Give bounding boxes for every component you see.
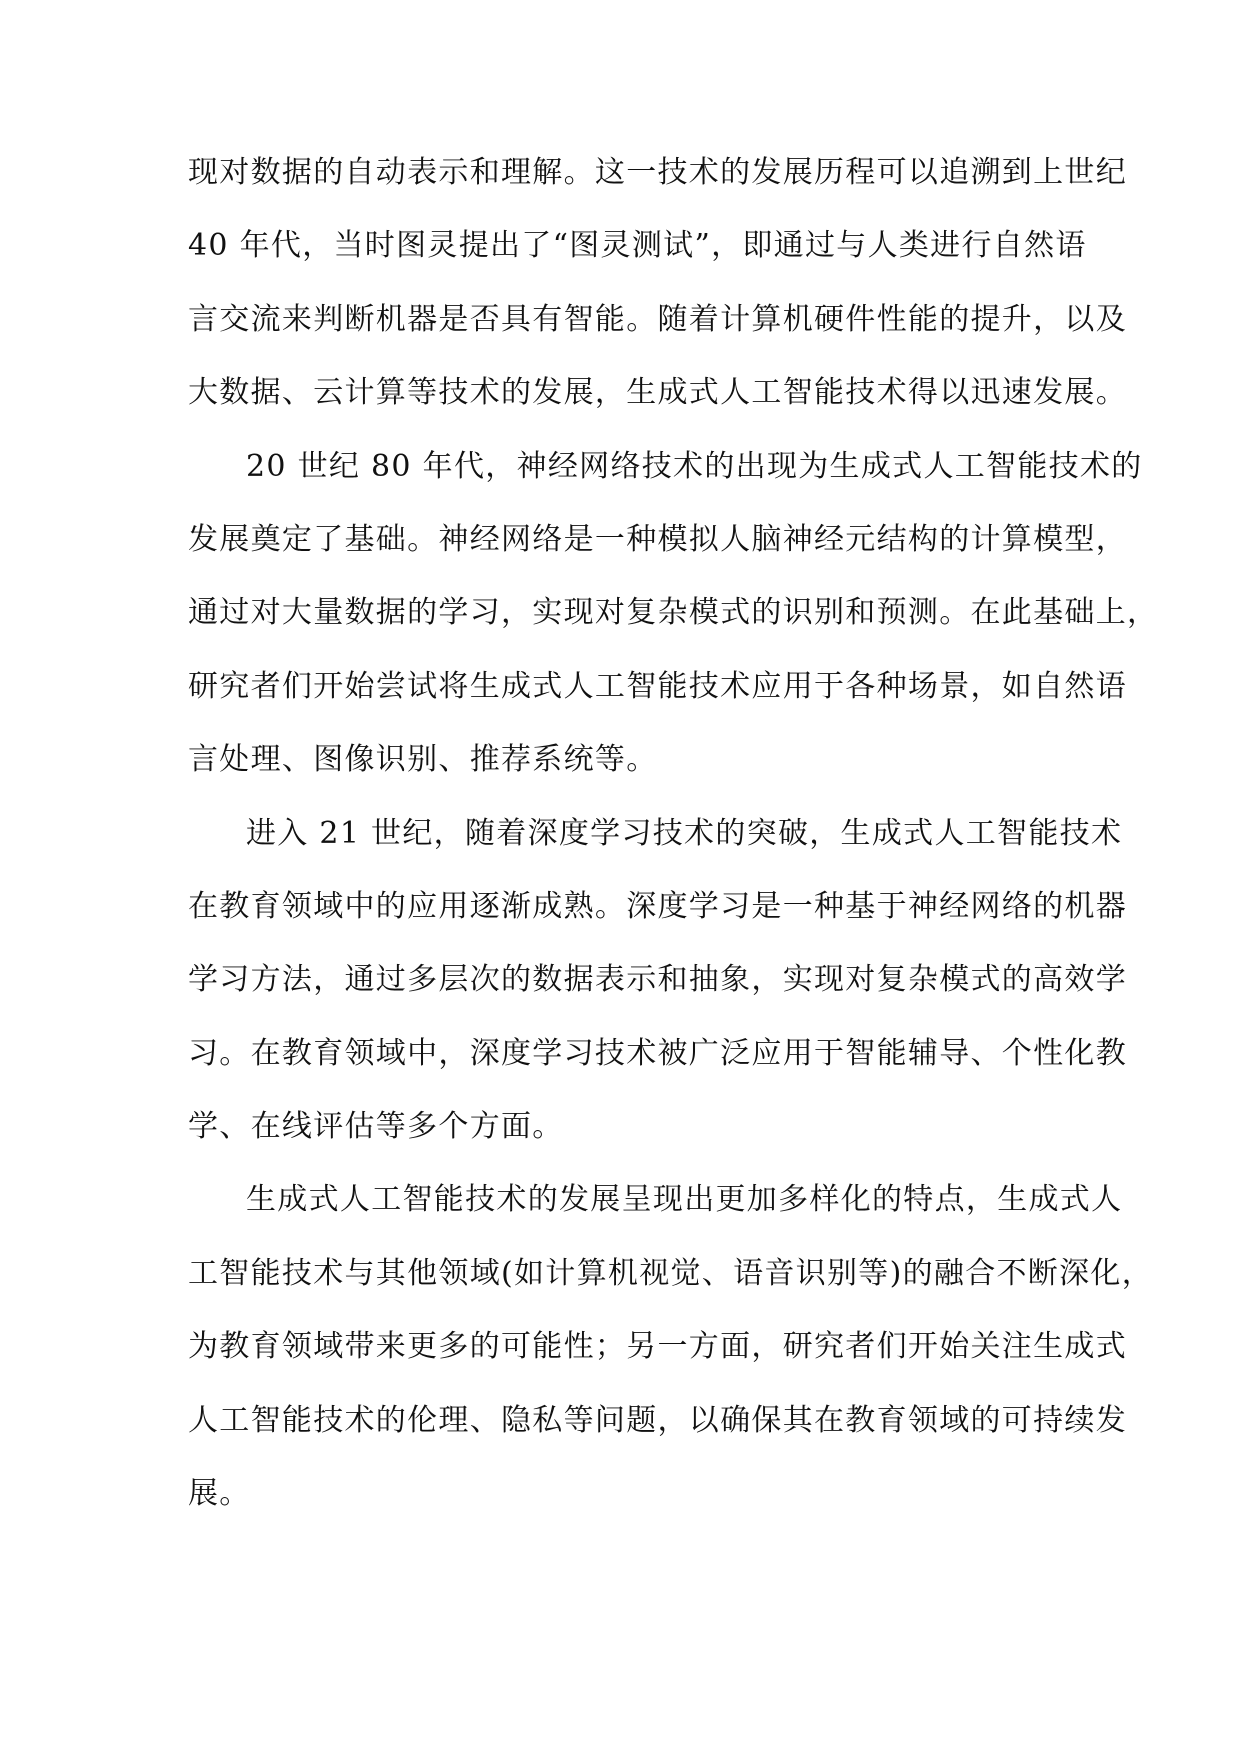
- text-line: 为教育领域带来更多的可能性；另一方面，研究者们开始关注生成式: [188, 1329, 1127, 1365]
- text-line: 展。: [188, 1476, 251, 1512]
- paragraph-first-line: 生成式人工智能技术的发展呈现出更加多样化的特点，生成式人: [246, 1182, 1123, 1218]
- text-line: 人工智能技术的伦理、隐私等问题，以确保其在教育领域的可持续发: [188, 1402, 1127, 1438]
- text-line: 发展奠定了基础。神经网络是一种模拟人脑神经元结构的计算模型，: [188, 521, 1127, 557]
- text-line: 习。在教育领域中，深度学习技术被广泛应用于智能辅导、个性化教: [188, 1035, 1127, 1071]
- text-line: 现对数据的自动表示和理解。这一技术的发展历程可以追溯到上世纪: [188, 155, 1127, 190]
- text-line: 言处理、图像识别、推荐系统等。: [188, 742, 658, 778]
- text-line: 40 年代，当时图灵提出了“图灵测试”，即通过与人类进行自然语: [188, 228, 1087, 264]
- text-line: 在教育领域中的应用逐渐成熟。深度学习是一种基于神经网络的机器: [188, 888, 1127, 924]
- paragraph-first-line: 20 世纪 80 年代，神经网络技术的出现为生成式人工智能技术的: [246, 448, 1143, 484]
- text-line: 言交流来判断机器是否具有智能。随着计算机硬件性能的提升，以及: [188, 301, 1127, 337]
- text-line: 通过对大量数据的学习，实现对复杂模式的识别和预测。在此基础上，: [188, 595, 1159, 631]
- body-text: [188, 142, 1159, 1536]
- text-line: 工智能技术与其他领域(如计算机视觉、语音识别等)的融合不断深化，: [188, 1255, 1154, 1291]
- text-line: 学习方法，通过多层次的数据表示和抽象，实现对复杂模式的高效学: [188, 962, 1127, 998]
- text-line: 大数据、云计算等技术的发展，生成式人工智能技术得以迅速发展。: [188, 375, 1127, 411]
- paragraph-first-line: 进入 21 世纪，随着深度学习技术的突破，生成式人工智能技术: [246, 815, 1123, 851]
- text-line: 学、在线评估等多个方面。: [188, 1109, 564, 1145]
- text-line: 研究者们开始尝试将生成式人工智能技术应用于各种场景，如自然语: [188, 668, 1127, 704]
